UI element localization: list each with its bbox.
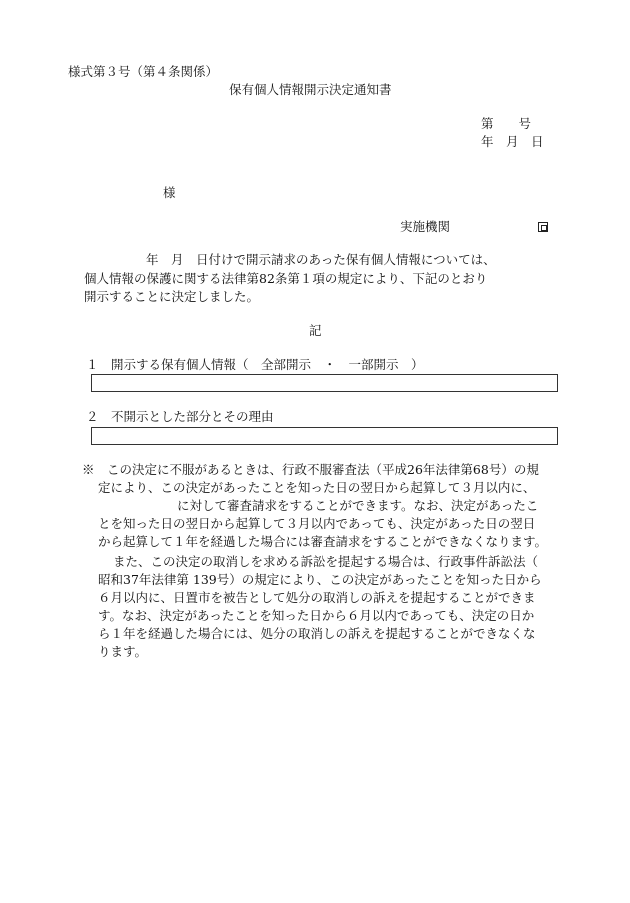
seal-mark	[534, 221, 548, 234]
ki-heading: 記	[309, 323, 322, 338]
sender-label: 実施機関	[400, 219, 451, 234]
note-line-3: に対して審査請求をすることができます。なお、決定があったこ	[177, 498, 539, 513]
recipient-honorific: 様	[163, 185, 176, 200]
note-line-6: また、この決定の取消しを求める訴訟を提起する場合は、行政事件訴訟法（	[113, 554, 539, 569]
note-line-10: ら１年を経過した場合には、処分の取消しの訴えを提起することができなくな	[98, 626, 536, 641]
note-line-2: 定により、この決定があったことを知った日の翌日から起算して３月以内に、	[98, 480, 536, 495]
intro-line-2: 個人情報の保護に関する法律第82条第１項の規定により、下記のとおり	[84, 271, 488, 286]
section2-label: ２ 不開示とした部分とその理由	[86, 409, 274, 424]
note-line-5: から起算して１年を経過した場合には審査請求をすることができなくなります。	[98, 534, 548, 549]
section1-label: １ 開示する保有個人情報（ 全部開示 ・ 一部開示 ）	[86, 357, 424, 372]
section1-field[interactable]	[91, 374, 558, 392]
section2-field[interactable]	[91, 427, 558, 445]
note-line-11: ります。	[98, 644, 148, 659]
seal-icon	[538, 222, 548, 232]
intro-line-1: 年 月 日付けで開示請求のあった保有個人情報については、	[146, 252, 496, 267]
document-date: 年 月 日	[481, 134, 544, 149]
document-number: 第 号	[481, 116, 532, 131]
form-number: 様式第３号（第４条関係）	[68, 64, 219, 79]
note-line-8: ６月以内に、日置市を被告として処分の取消しの訴えを提起することができま	[98, 590, 536, 605]
document-title: 保有個人情報開示決定通知書	[229, 82, 392, 97]
intro-line-3: 開示することに決定しました。	[84, 289, 260, 304]
note-line-1: ※ この決定に不服があるときは、行政不服審査法（平成26年法律第68号）の規	[82, 462, 539, 477]
note-line-7: 昭和37年法律第 139号）の規定により、この決定があったことを知った日から	[98, 572, 542, 587]
note-line-4: とを知った日の翌日から起算して３月以内であっても、決定があった日の翌日	[98, 516, 536, 531]
note-line-9: す。なお、決定があったことを知った日から６月以内であっても、決定の日か	[98, 608, 535, 623]
